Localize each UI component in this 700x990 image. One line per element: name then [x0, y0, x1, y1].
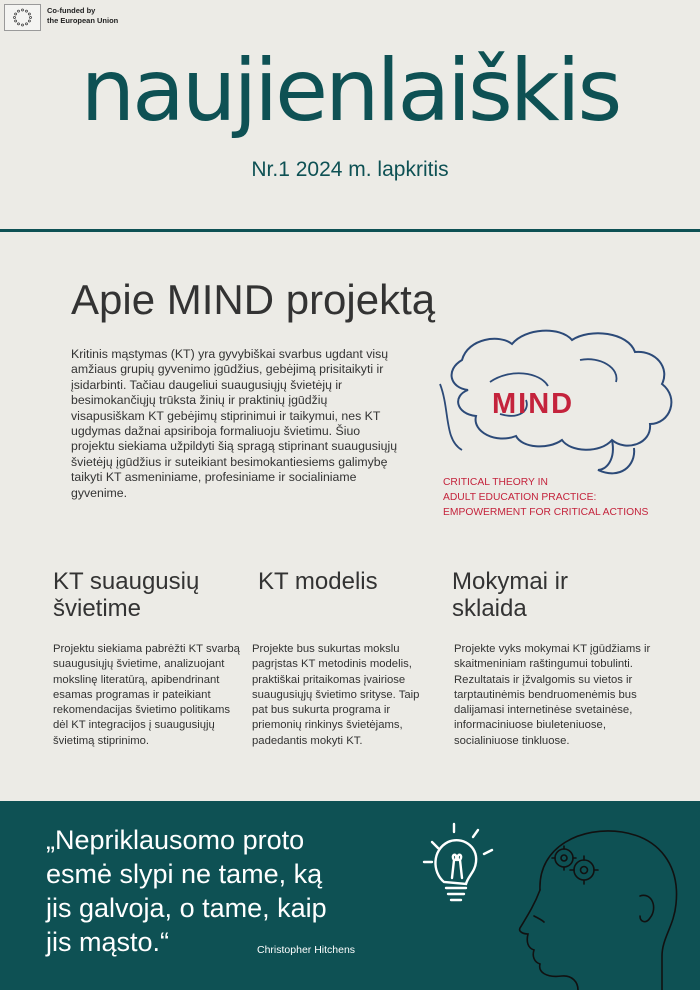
- quote-line-4: jis mąsto.“: [46, 927, 170, 957]
- funding-label: [47, 6, 118, 26]
- funding-line-1: Co-funded by: [47, 6, 96, 15]
- issue-line: Nr.1 2024 m. lapkritis: [251, 158, 449, 181]
- tagline-line-3: EMPOWERMENT FOR CRITICAL ACTIONS: [443, 507, 649, 518]
- quote-line-3: jis galvoja, o tame, kaip: [46, 893, 327, 923]
- column-3-heading-line-1: Mokymai ir: [452, 568, 569, 595]
- quote-line-1: „Nepriklausomo proto: [46, 825, 305, 855]
- quote-line-2: esmė slypi ne tame, ką: [46, 859, 323, 889]
- tagline-line-1: CRITICAL THEORY IN: [443, 477, 548, 488]
- logo-tagline: [443, 475, 693, 520]
- column-2-heading: [258, 568, 378, 595]
- intro-paragraph: Kritinis mąstymas (KT) yra gyvybiškai svarbus ugdant visų amžiaus grupių gyvenimo įgūdžius, gebėjimą prisitaikyti ir įsidarbinti. Tačiau daugeliui suaugusiųjų švietėjų ir besimokančiųjų trūksta žinių ir praktinių įgūdžių visapusiškam KT gebėjimų stiprinimui ir taikymui, nes KT ugdymas dažnai apsiriboja formaliuoju švietimu. Šiuo projektu siekiama užpildyti šią spragą stiprinant suaugusiųjų švietėjų įgūdžius ir suteikiant besimokantiesiems galimybę taikyti KT asmeniniame, profesiniame ir socialiniame gyvenime.: [71, 347, 398, 500]
- mind-logo-text: MIND: [492, 388, 575, 420]
- funding-line-2: the European Union: [47, 16, 119, 25]
- column-2-text: Projekte bus sukurtas mokslu pagrįstas KT metodinis modelis, praktiškai pritaikomas įvairiose suaugusiųjų švietimo srityse. Taip pat bus sukurta programa ir priemonių rinkinys švietėjams, padedantis mokyti KT.: [252, 643, 420, 747]
- lightbulb-icon: [418, 820, 498, 910]
- column-3-heading-line-2: sklaida: [452, 595, 527, 622]
- quote-author: Christopher Hitchens: [257, 944, 356, 956]
- quote-text: [46, 823, 406, 959]
- masthead-divider: [0, 229, 700, 232]
- section-title: Apie MIND projektą: [71, 276, 436, 323]
- eu-flag-icon: [4, 4, 41, 31]
- column-2-heading-line-1: KT modelis: [258, 568, 378, 595]
- column-1-heading: [53, 568, 199, 622]
- tagline-line-2: ADULT EDUCATION PRACTICE:: [443, 492, 597, 503]
- masthead-title: naujienlaiškis: [80, 41, 620, 141]
- column-1-text: Projektu siekiama pabrėžti KT svarbą suaugusiųjų švietime, analizuojant mokslinę literatūrą, apibendrinant esamas programas ir pateikiant rekomendacijas švietimo politikams dėl KT integracijos į suaugusiųjų švietimą stiprinimo.: [53, 643, 240, 747]
- column-1-heading-line-1: KT suaugusių: [53, 568, 200, 595]
- head-with-gears-icon: [512, 826, 700, 990]
- column-3-heading: [452, 568, 568, 622]
- column-1-heading-line-2: švietime: [53, 595, 142, 622]
- column-3-text: Projekte vyks mokymai KT įgūdžiams ir skaitmeniniam raštingumui tobulinti. Rezultatais ir įžvalgomis su vietos ir tarptautinėmis bendruomenėmis bus dalijamasi internetinėse svetainėse, informaciniuose biuleteniuose, socialiniuose tinkluose.: [454, 643, 651, 747]
